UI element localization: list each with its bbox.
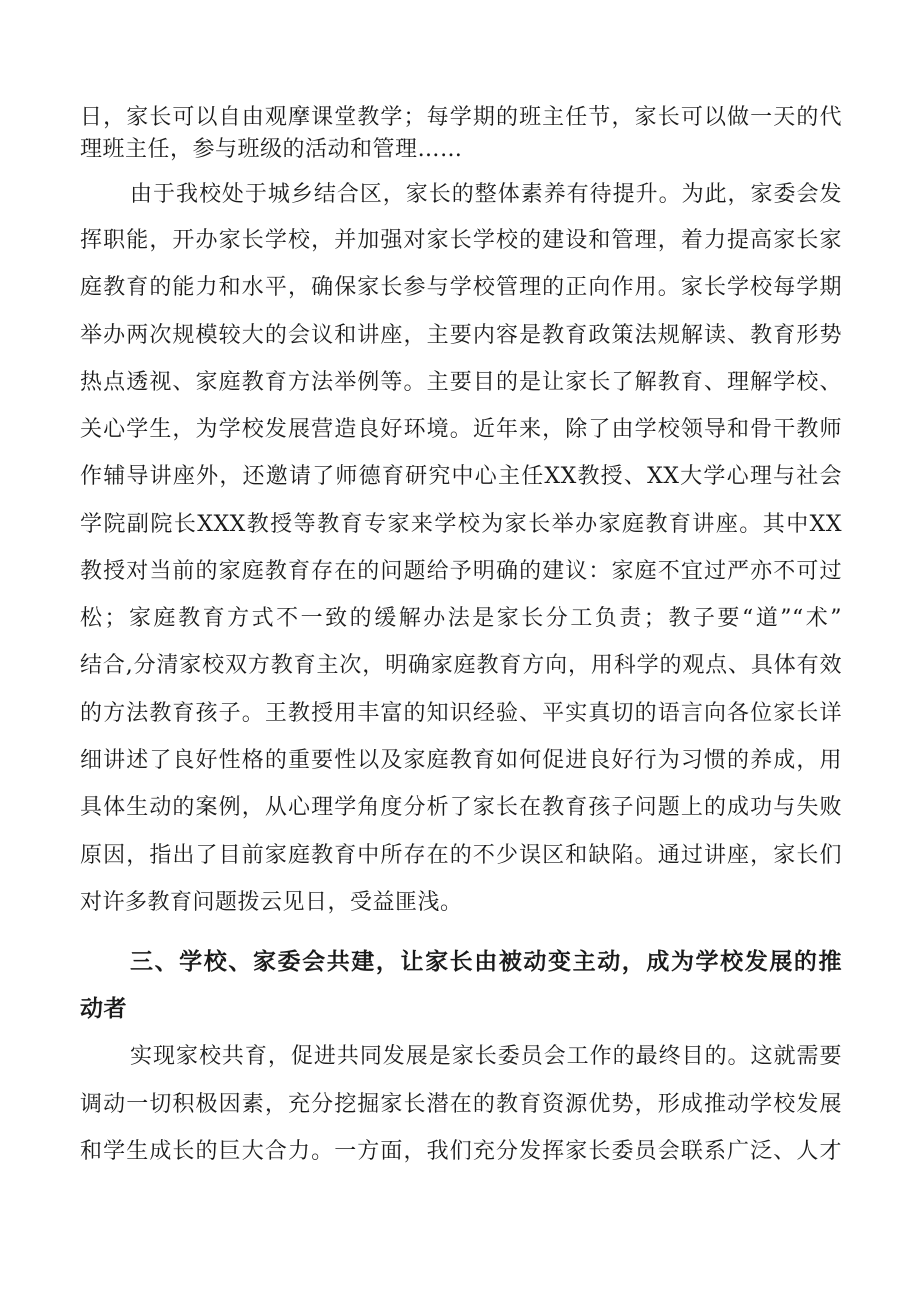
paragraph-line: 对许多教育问题拨云见日，受益匪浅。 [80, 890, 463, 915]
paragraph-line: 庭教育的能力和水平，确保家长参与学校管理的正向作用。家长学校每学期 [80, 275, 842, 300]
paragraph-line: 日，家长可以自由观摩课堂教学；每学期的班主任节，家长可以做一天的代 [80, 105, 842, 130]
paragraph-line: 和学生成长的巨大合力。一方面，我们充分发挥家长委员会联系广泛、人才 [80, 1139, 842, 1164]
section-heading: 三、学校、家委会共建，让家长由被动变主动，成为学校发展的推 [130, 949, 842, 975]
section-heading: 动者 [80, 996, 127, 1022]
paragraph-line: 由于我校处于城乡结合区，家长的整体素养有待提升。为此，家委会发 [130, 182, 842, 207]
paragraph-line: 热点透视、家庭教育方法举例等。主要目的是让家长了解教育、理解学校、 [80, 370, 842, 395]
paragraph-line: 原因，指出了目前家庭教育中所存在的不少误区和缺陷。通过讲座，家长们 [80, 843, 842, 868]
paragraph-line: 松；家庭教育方式不一致的缓解办法是家长分工负责；教子要“道”“术” [80, 606, 842, 631]
paragraph-line: 细讲述了良好性格的重要性以及家庭教育如何促进良好行为习惯的养成，用 [80, 748, 842, 773]
paragraph-line: 举办两次规模较大的会议和讲座，主要内容是教育政策法规解读、教育形势 [80, 323, 842, 348]
paragraph-line: 调动一切积极因素，充分挖掘家长潜在的教育资源优势，形成推动学校发展 [80, 1092, 842, 1117]
paragraph-line: 作辅导讲座外，还邀请了师德育研究中心主任XX教授、XX大学心理与社会 [80, 464, 842, 489]
paragraph-line: 挥职能，开办家长学校，并加强对家长学校的建设和管理，着力提高家长家 [80, 228, 842, 253]
paragraph-line: 关心学生，为学校发展营造良好环境。近年来，除了由学校领导和骨干教师 [80, 417, 842, 442]
paragraph-line: 实现家校共育，促进共同发展是家长委员会工作的最终目的。这就需要 [130, 1044, 842, 1069]
paragraph-line: 理班主任，参与班级的活动和管理…… [80, 137, 463, 162]
paragraph-line: 结合,分清家校双方教育主次，明确家庭教育方向，用科学的观点、具体有效 [80, 653, 842, 678]
paragraph-line: 的方法教育孩子。王教授用丰富的知识经验、平实真切的语言向各位家长详 [80, 701, 842, 726]
paragraph-line: 教授对当前的家庭教育存在的问题给予明确的建议：家庭不宜过严亦不可过 [80, 559, 842, 584]
paragraph-line: 学院副院长XXX教授等教育专家来学校为家长举办家庭教育讲座。其中XX [80, 512, 842, 537]
paragraph-line: 具体生动的案例，从心理学角度分析了家长在教育孩子问题上的成功与失败 [80, 795, 842, 820]
